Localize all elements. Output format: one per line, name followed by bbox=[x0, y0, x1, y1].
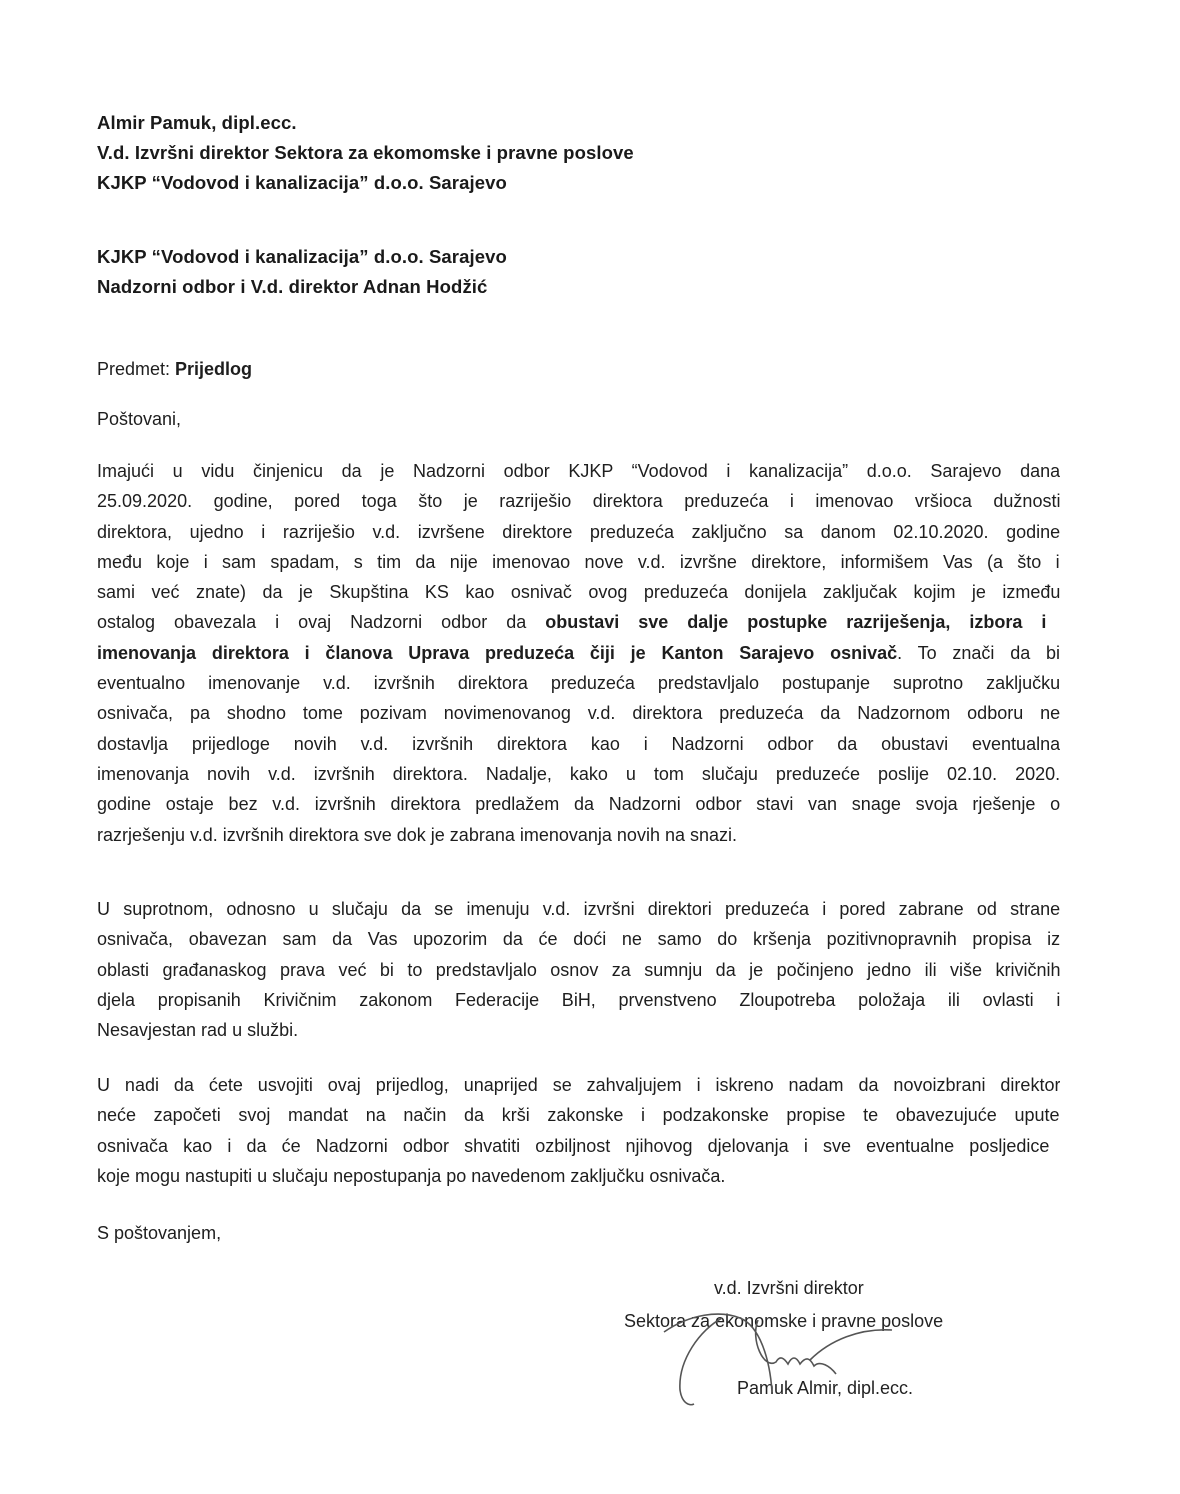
paragraph-line bbox=[97, 638, 1060, 668]
salutation: Poštovani, bbox=[97, 409, 182, 429]
paragraph-line: osnivača kao i da će Nadzorni odbor shvatiti ozbiljnost njihovog djelovanja i sve eventualne posljedice bbox=[97, 1135, 1050, 1156]
signature-name: Pamuk Almir, dipl.ecc. bbox=[737, 1378, 914, 1398]
paragraph-line: 25.09.2020. godine, pored toga što je razriješio direktora preduzeća i imenovao vršioca dužnosti bbox=[97, 491, 1060, 512]
paragraph-line: direktora, ujedno i razriješio v.d. izvršene direktore preduzeća zaključno sa danom 02.10.2020. godine bbox=[97, 521, 1060, 542]
sender-position: V.d. Izvršni direktor Sektora za ekomomske i pravne poslove bbox=[97, 142, 634, 163]
paragraph-line: godine ostaje bez v.d. izvršnih direktora predlažem da Nadzorni odbor stavi van snage svoja rješenje o bbox=[97, 794, 1060, 815]
paragraph-line: neće započeti svoj mandat na način da krši zakonske i podzakonske propise te obavezujuće upute bbox=[97, 1105, 1060, 1126]
paragraph-line: djela propisanih Krivičnim zakonom Federacije BiH, prvenstveno Zloupotreba položaja ili ovlasti i bbox=[97, 989, 1060, 1010]
signature-title: v.d. Izvršni direktor bbox=[714, 1278, 864, 1298]
emphasized-text: obustavi sve dalje postupke razriješenja, izbora i bbox=[545, 612, 1047, 633]
line-text: ostalog obavezala i ovaj Nadzorni odbor da bbox=[97, 612, 546, 633]
paragraph-line: sami već znate) da je Skupština KS kao osnivač ovog preduzeća donijela zaključak kojim je između bbox=[97, 582, 1060, 603]
handwritten-signature-icon bbox=[660, 1300, 900, 1410]
paragraph-line bbox=[97, 607, 1060, 637]
paragraph-line: osnivača, pa shodno tome pozivam novimenovanog v.d. direktora preduzeća da Nadzornom odboru ne bbox=[97, 703, 1060, 724]
paragraph-line: Imajući u vidu činjenicu da je Nadzorni odbor KJKP “Vodovod i kanalizacija” d.o.o. Sarajevo dana bbox=[97, 461, 1060, 481]
recipient-company: KJKP “Vodovod i kanalizacija” d.o.o. Sarajevo bbox=[97, 246, 507, 267]
recipient-addressee: Nadzorni odbor i V.d. direktor Adnan Hodžić bbox=[97, 276, 488, 297]
body-paragraph-2 bbox=[97, 894, 1060, 1045]
paragraph-line: eventualno imenovanje v.d. izvršnih direktora preduzeća predstavljalo postupanje suprotno zaključku bbox=[97, 673, 1060, 694]
emphasized-text: imenovanja direktora i članova Uprava preduzeća čiji je Kanton Sarajevo osnivač bbox=[97, 642, 898, 663]
line-text: . To znači da bi bbox=[897, 642, 1060, 663]
paragraph-line: oblasti građanaskog prava već bi to predstavljalo osnov za sumnju da je počinjeno jedno ili više krivičnih bbox=[97, 959, 1060, 980]
paragraph-line: osnivača, obavezan sam da Vas upozorim da će doći ne samo do kršenja pozitivnopravnih propisa iz bbox=[97, 929, 1060, 950]
subject-line bbox=[97, 359, 252, 380]
body-paragraph-1 bbox=[97, 456, 1060, 850]
paragraph-line: koje mogu nastupiti u slučaju nepostupanja po navedenom zaključku osnivača. bbox=[97, 1165, 726, 1186]
paragraph-line: među koje i sam spadam, s tim da nije imenovao nove v.d. izvršne direktore, informišem Vas (a što i bbox=[97, 551, 1060, 572]
paragraph-line: U suprotnom, odnosno u slučaju da se imenuju v.d. izvršni direktori preduzeća i pored zabrane od strane bbox=[97, 899, 1060, 919]
paragraph-line: Nesavjestan rad u službi. bbox=[97, 1020, 299, 1041]
paragraph-line: U nadi da ćete usvojiti ovaj prijedlog, unaprijed se zahvaljujem i iskreno nadam da novoizbrani direktor bbox=[97, 1075, 1060, 1095]
body-paragraph-3 bbox=[97, 1070, 1060, 1191]
subject-label: Predmet: bbox=[97, 359, 176, 379]
paragraph-line: dostavlja prijedloge novih v.d. izvršnih direktora kao i Nadzorni odbor da obustavi eventualna bbox=[97, 733, 1060, 754]
sender-name: Almir Pamuk, dipl.ecc. bbox=[97, 112, 297, 133]
closing: S poštovanjem, bbox=[97, 1223, 222, 1243]
subject-value: Prijedlog bbox=[175, 359, 253, 379]
paragraph-line: imenovanja novih v.d. izvršnih direktora. Nadalje, kako u tom slučaju preduzeće poslije 02.10. 2020. bbox=[97, 763, 1060, 784]
signature-sector: Sektora za ekonomske i pravne poslove bbox=[624, 1311, 944, 1331]
sender-company: KJKP “Vodovod i kanalizacija” d.o.o. Sarajevo bbox=[97, 172, 507, 193]
paragraph-line: razrješenju v.d. izvršnih direktora sve dok je zabrana imenovanja novih na snazi. bbox=[97, 824, 737, 845]
